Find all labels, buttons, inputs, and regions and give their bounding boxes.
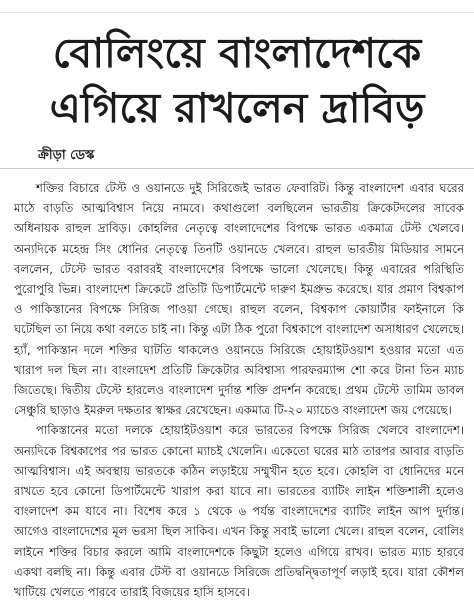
body-paragraph-2: পাকিস্তানের মতো দলকে হোয়াইটওয়াশ করে ভারতের বিপক্ষে সিরিজ খেলবে বাংলাদেশ। অন্যদিকে বিশ্বকাপের পর ভারত কোনো ম্যাচই খেলেনি। একেতো ঘরের মাঠ তারপর আবার বাড়তি আত্মবিশ্বাস। এই অবস্থায় ভারতকে কঠিন লড়াইয়ে সম্মুখীন হতে হবে। কোহলি বা ধোনিদের মনে রাখতে হবে কোনো ডিপার্টমেন্টে খারাপ করা যাবে না। ভারতের ব্যাটিং লাইন শক্তিশালী হলেও বাংলাদেশ কম যাবে না। বিশেষ করে ১ থেকে ৬ পর্যন্ত বাংলাদেশের ব্যাটিং লাইন আপ দুর্দান্ত। আগেও বাংলাদেশের মূল ভরসা ছিল সাকিব। এখন কিন্তু সবাই ভালো খেলে। রাহুল বলেন, বোলিং লাইনে শক্তির বিচার করলে আমি বাংলাদেশকে কিছুটা হলেও এগিয়ে রাখব। ভারত ম্যাচ হারবে একথা বলছি না। কিন্তু এবার টেস্ট বা ওয়ানডে সিরিজে প্রতিদ্বন্দ্বিতাপূর্ণ লড়াই হবে। যারা কৌশল খাটিয়ে খেলতে পারবে তারাই বিজয়ের হাসি হাসবে।: [14, 423, 464, 600]
article-headline: [14, 26, 460, 136]
top-clipped-strip: [0, 0, 474, 13]
byline-divider: [0, 168, 474, 169]
article-body: [14, 178, 464, 602]
body-paragraph-1: শক্তির বিচারে টেস্ট ও ওয়ানডে দুই সিরিজেই ভারত ফেবারিট। কিন্তু বাংলাদেশ এবার ঘরের মাঠে বাড়তি আত্মবিশ্বাস নিয়ে নামবে। কথাগুলো বলছিলেন ভারতীয় ক্রিকেটদলের সাবেক অধিনায়ক রাহুল দ্রাবিড়। কোহলির নেতৃত্বে বাংলাদেশের বিপক্ষে ভারত একমাত্র টেস্ট খেলবে। অন্যদিকে মহেন্দ্র সিং ধোনির নেতৃত্বে তিনটি ওয়ানডে খেলবে। রাহুল ভারতীয় মিডিয়ার সামনে বললেন, টেস্টে ভারত বরাবরই বাংলাদেশের বিপক্ষে ভালো খেলেছে। কিন্তু এবারের পরিস্থিতি পুরোপুরি ভিন্ন। বাংলাদেশ ক্রিকেটে প্রতিটি ডিপার্টমেন্টে দারুণ ইমপ্রুভ করেছে। যার প্রমাণ বিশ্বকাপ ও পাকিস্তানের বিপক্ষে সিরিজ পাওয়া গেছে। রাহুল বলেন, বিশ্বকাপ কোয়ার্টার ফাইনালে কি ঘটেছিল তা নিয়ে কথা বলতে চাই না। কিন্তু এটা ঠিক পুরো বিশ্বকাপে বাংলাদেশ অসাধারণ খেলেছে। হ্যাঁ, পাকিস্তান দলে শক্তির ঘাটতি থাকলেও ওয়ানডে সিরিজে হোয়াইটওয়াশ হওয়ার মতো এত খারাপ দল ছিল না। বাংলাদেশ প্রতিটি ক্রিকেটার অবিশ্বাস্য পারফরম্যান্স শো করে টানা তিন ম্যাচ জিতেছে। দ্বিতীয় টেস্টে হারলেও বাংলাদেশ দুর্দান্ত শক্তি প্রদর্শন করেছে। প্রথম টেস্টে তামিম ডাবল সেঞ্চুরি ছাড়াও ইমরুল দক্ষতার স্বাক্ষর রেখেছেন। একমাত্র টি-২০ ম্যাচেও বাংলাদেশ জয় পেয়েছে।: [14, 181, 464, 418]
headline-line-1: বোলিংয়ে বাংলাদেশকে: [52, 29, 422, 77]
byline: ক্রীড়া ডেস্ক: [38, 148, 95, 163]
headline-line-2: এগিয়ে রাখলেন দ্রাবিড়: [49, 84, 425, 132]
